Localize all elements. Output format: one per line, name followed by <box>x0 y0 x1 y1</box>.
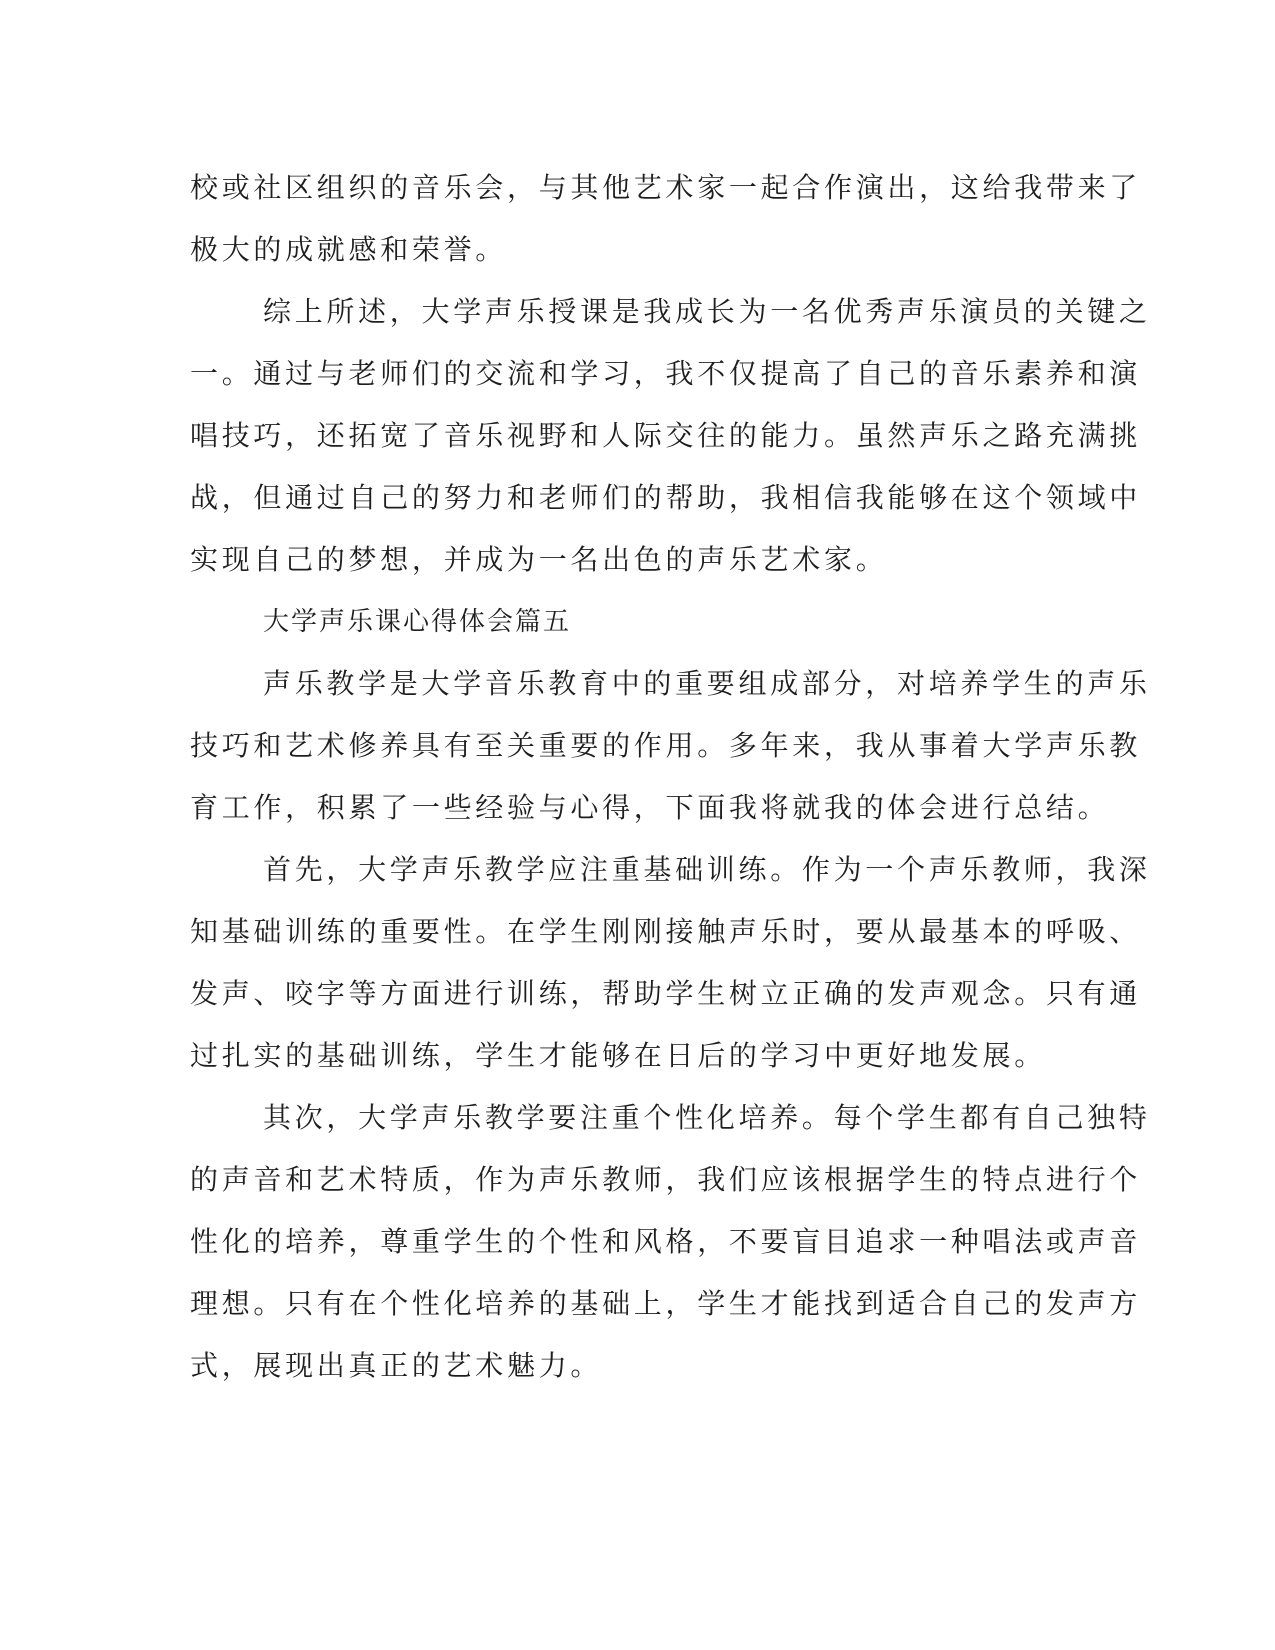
text-line: 首先，大学声乐教学应注重基础训练。作为一个声乐教师，我深 <box>263 853 1151 886</box>
paragraph <box>190 1087 1151 1397</box>
text-line: 唱技巧，还拓宽了音乐视野和人际交往的能力。虽然声乐之路充满挑 <box>190 419 1142 452</box>
text-line: 一。通过与老师们的交流和学习，我不仅提高了自己的音乐素养和演 <box>190 357 1142 390</box>
text-line: 极大的成就感和荣誉。 <box>190 233 508 266</box>
paragraph <box>190 653 1151 839</box>
text-line: 校或社区组织的音乐会，与其他艺术家一起合作演出，这给我带来了 <box>190 171 1142 204</box>
text-line: 理想。只有在个性化培养的基础上，学生才能找到适合自己的发声方 <box>190 1287 1142 1320</box>
text-line: 育工作，积累了一些经验与心得，下面我将就我的体会进行总结。 <box>190 791 1110 824</box>
text-line: 性化的培养，尊重学生的个性和风格，不要盲目追求一种唱法或声音 <box>190 1225 1142 1258</box>
paragraph <box>190 157 1142 281</box>
text-line: 发声、咬字等方面进行训练，帮助学生树立正确的发声观念。只有通 <box>190 977 1142 1010</box>
paragraph <box>190 839 1151 1087</box>
paragraph <box>190 281 1151 591</box>
text-line: 过扎实的基础训练，学生才能够在日后的学习中更好地发展。 <box>190 1039 1046 1072</box>
text-line: 式，展现出真正的艺术魅力。 <box>190 1349 603 1382</box>
heading-text: 大学声乐课心得体会篇五 <box>263 607 572 637</box>
text-line: 实现自己的梦想，并成为一名出色的声乐艺术家。 <box>190 543 888 576</box>
text-line: 声乐教学是大学音乐教育中的重要组成部分，对培养学生的声乐 <box>263 667 1151 700</box>
text-line: 的声音和艺术特质，作为声乐教师，我们应该根据学生的特点进行个 <box>190 1163 1142 1196</box>
document-body <box>190 157 1151 1397</box>
text-line: 知基础训练的重要性。在学生刚刚接触声乐时，要从最基本的呼吸、 <box>190 915 1142 948</box>
section-heading <box>190 591 1070 653</box>
text-line: 综上所述，大学声乐授课是我成长为一名优秀声乐演员的关键之 <box>263 295 1151 328</box>
text-line: 战，但通过自己的努力和老师们的帮助，我相信我能够在这个领域中 <box>190 481 1142 514</box>
text-line: 其次，大学声乐教学要注重个性化培养。每个学生都有自己独特 <box>263 1101 1151 1134</box>
text-line: 技巧和艺术修养具有至关重要的作用。多年来，我从事着大学声乐教 <box>190 729 1142 762</box>
